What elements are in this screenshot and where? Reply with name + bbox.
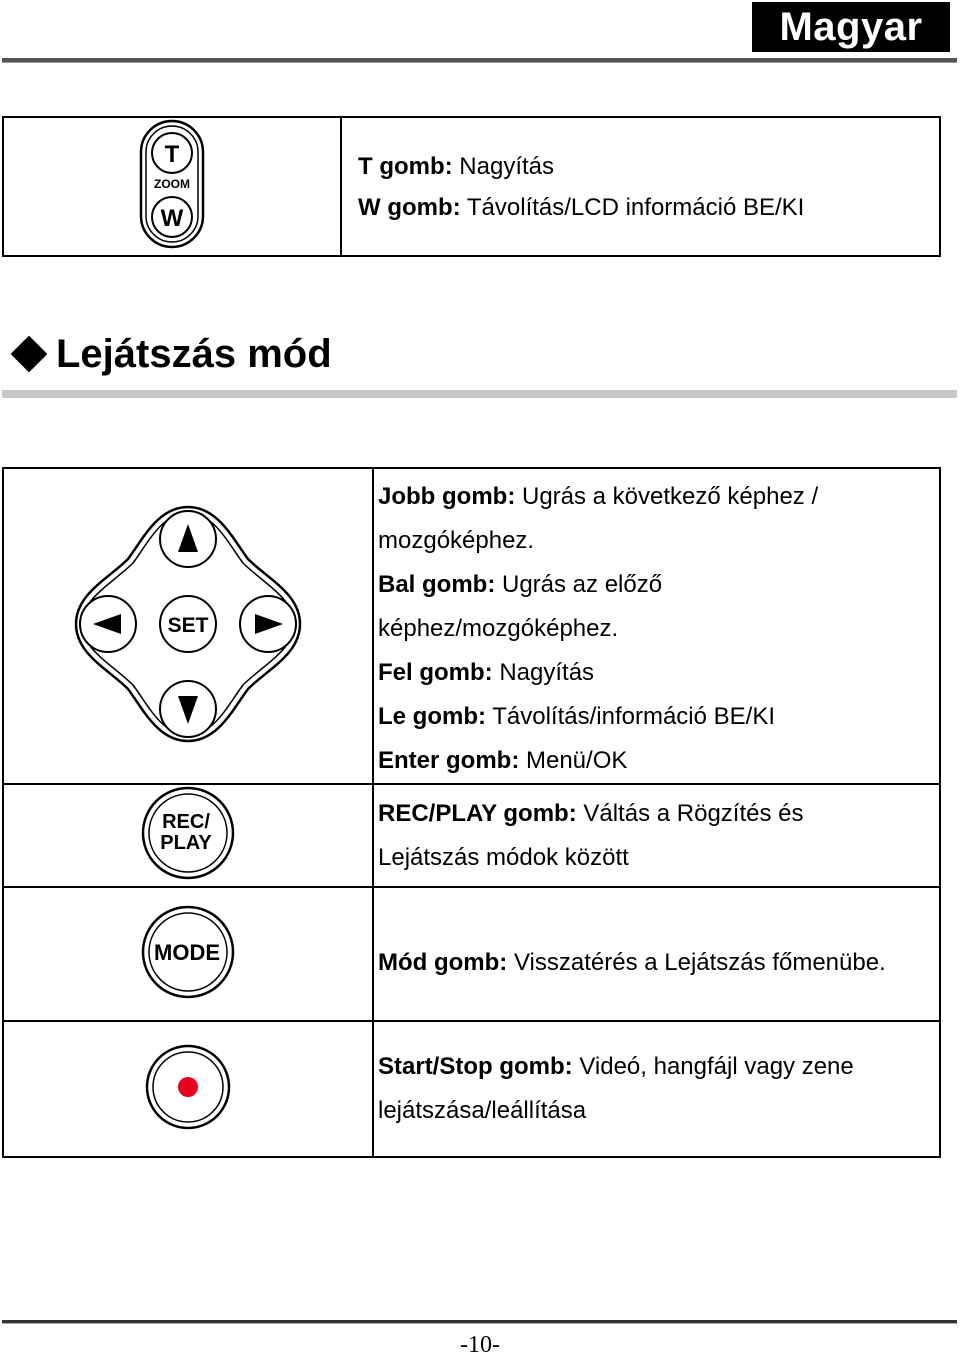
record-dot-icon bbox=[178, 1077, 198, 1097]
nav-label: Bal gomb: bbox=[378, 571, 496, 598]
section-rule bbox=[2, 390, 957, 398]
section-title: Lejátszás mód bbox=[56, 331, 332, 376]
playback-key-table bbox=[2, 467, 941, 1158]
mode-button-icon bbox=[140, 904, 236, 1000]
start-stop-label: Start/Stop gomb: bbox=[378, 1053, 573, 1080]
footer-rule bbox=[2, 1320, 957, 1324]
start-stop-button-icon bbox=[143, 1042, 233, 1132]
zoom-w-glyph: W bbox=[160, 205, 184, 232]
start-stop-lines bbox=[378, 1045, 939, 1133]
mode-description bbox=[373, 887, 940, 1021]
nav-line bbox=[378, 519, 939, 563]
nav-line bbox=[378, 475, 939, 519]
rec-play-icon-cell bbox=[3, 784, 373, 887]
nav-text: képhez/mozgóképhez. bbox=[378, 615, 619, 642]
rec-play-button-icon bbox=[140, 785, 236, 881]
start-stop-line bbox=[378, 1089, 939, 1133]
rec-play-line bbox=[378, 792, 939, 836]
mode-key-text: Visszatérés a Lejátszás főmenübe. bbox=[507, 949, 886, 976]
t-key-label: T gomb: bbox=[358, 152, 453, 180]
rec-play-line bbox=[378, 836, 939, 880]
diamond-bullet-icon bbox=[11, 336, 48, 373]
start-stop-text: lejátszása/leállítása bbox=[378, 1097, 587, 1124]
section-heading bbox=[10, 328, 332, 380]
nav-label: Jobb gomb: bbox=[378, 483, 516, 510]
zoom-label-glyph: ZOOM bbox=[154, 177, 190, 191]
start-stop-icon-cell bbox=[3, 1021, 373, 1157]
nav-text: Menü/OK bbox=[519, 747, 628, 774]
nav-pad-icon-cell bbox=[3, 468, 373, 784]
nav-lines bbox=[378, 475, 939, 783]
rec-play-text: Lejátszás módok között bbox=[378, 843, 629, 871]
zoom-icon-cell bbox=[3, 117, 341, 256]
t-key-text: Nagyítás bbox=[452, 152, 555, 180]
language-label: Magyar bbox=[752, 2, 950, 52]
nav-line bbox=[378, 739, 939, 783]
nav-text: Távolítás/információ BE/KI bbox=[486, 703, 776, 730]
nav-line bbox=[378, 695, 939, 739]
rec-lines bbox=[378, 792, 939, 880]
nav-text: Ugrás a következő képhez / bbox=[515, 483, 819, 510]
nav-label: Fel gomb: bbox=[378, 659, 493, 686]
w-key-text: Távolítás/LCD információ BE/KI bbox=[460, 193, 805, 221]
navigation-pad-icon bbox=[68, 499, 308, 749]
rec-glyph: REC/ bbox=[162, 811, 210, 833]
page-number: -10- bbox=[460, 1332, 500, 1358]
mode-key-label: Mód gomb: bbox=[378, 949, 508, 976]
set-glyph: SET bbox=[167, 613, 209, 637]
nav-label: Enter gomb: bbox=[378, 747, 520, 774]
mode-key-line bbox=[378, 941, 939, 985]
play-glyph: PLAY bbox=[160, 832, 212, 854]
zoom-key-table bbox=[2, 116, 941, 257]
nav-line bbox=[378, 651, 939, 695]
rec-play-label: REC/PLAY gomb: bbox=[378, 799, 577, 827]
start-stop-text: Videó, hangfájl vagy zene bbox=[572, 1053, 854, 1080]
t-key-line bbox=[358, 146, 939, 187]
start-stop-line bbox=[378, 1045, 939, 1089]
w-key-label: W gomb: bbox=[358, 193, 461, 221]
zoom-rocker-icon bbox=[137, 118, 207, 250]
rec-play-description bbox=[373, 784, 940, 887]
mode-icon-cell bbox=[3, 887, 373, 1021]
nav-line bbox=[378, 607, 939, 651]
nav-text: Ugrás az előző bbox=[495, 571, 663, 598]
nav-line bbox=[378, 563, 939, 607]
nav-label: Le gomb: bbox=[378, 703, 486, 730]
w-key-line bbox=[358, 187, 939, 228]
zoom-t-glyph: T bbox=[164, 141, 180, 168]
header-rule bbox=[2, 58, 957, 63]
zoom-description bbox=[341, 117, 940, 256]
mode-glyph: MODE bbox=[154, 939, 220, 965]
start-stop-description bbox=[373, 1021, 940, 1157]
nav-text: Nagyítás bbox=[492, 659, 595, 686]
rec-play-text: Váltás a Rögzítés és bbox=[576, 799, 804, 827]
nav-description bbox=[373, 468, 940, 784]
nav-text: mozgóképhez. bbox=[378, 527, 535, 554]
